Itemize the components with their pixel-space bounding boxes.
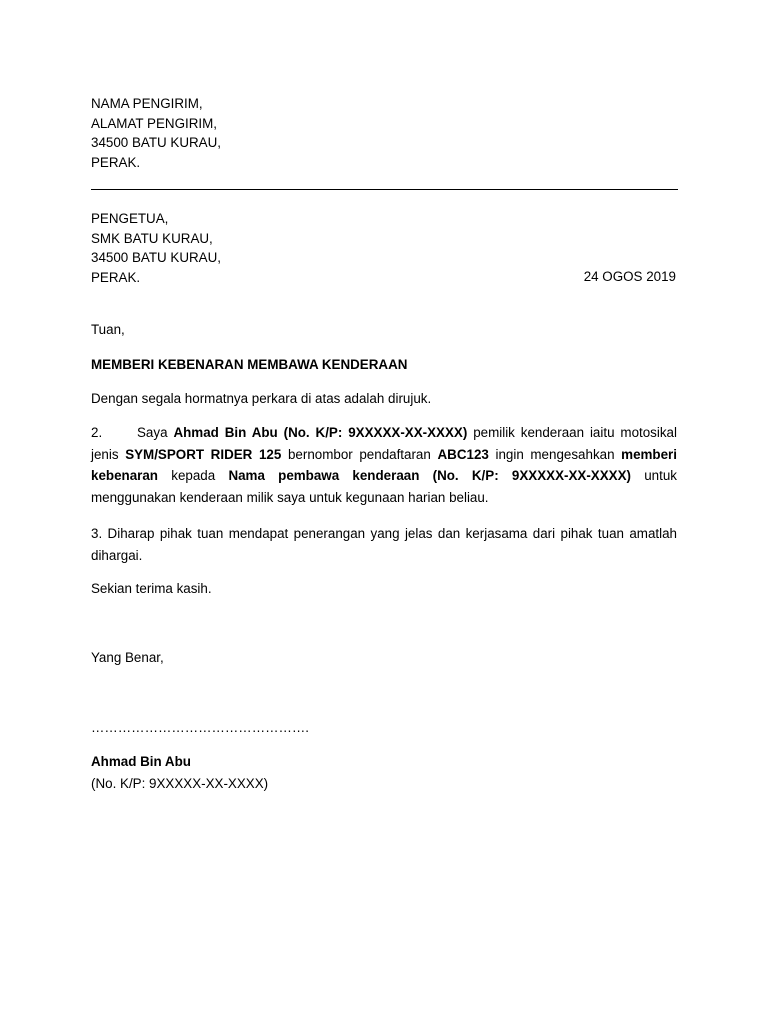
header-divider [91,189,678,190]
recipient-school: SMK BATU KURAU, [91,230,213,246]
owner-name-ic: Ahmad Bin Abu (No. K/P: 9XXXXX-XX-XXXX) [173,425,468,440]
salutation: Tuan, [91,322,125,337]
vehicle-model: SYM/SPORT RIDER 125 [125,446,282,462]
sender-postcode-town: 34500 BATU KURAU, [91,135,221,150]
closing-line: Sekian terima kasih. [91,581,212,596]
paragraph-2 [91,422,677,508]
registration-number: ABC123 [437,446,489,462]
bearer-name-ic: Nama pembawa kenderaan (No. K/P: 9XXXXX-XX-XXXX) [228,468,631,483]
paragraph-2-text: bernombor pendaftaran [287,446,431,462]
letter-date: 24 OGOS 2019 [583,269,676,284]
sender-address: ALAMAT PENGIRIM, [91,115,217,131]
paragraph-2-text: pemilik kenderaan iaitu motosikal jenis [91,425,677,462]
recipient-postcode-town: 34500 BATU KURAU, [91,250,221,265]
intro-paragraph: Dengan segala hormatnya perkara di atas adalah dirujuk. [91,391,432,406]
sender-state: PERAK. [91,154,141,170]
paragraph-2-text: Saya [137,425,168,440]
permission-phrase: memberi kebenaran [91,446,677,483]
paragraph-2-number: 2. [91,425,103,440]
paragraph-3: 3. Diharap pihak tuan mendapat penerangan yang jelas dan kerjasama dari pihak tuan amatlah dihargai. [91,526,677,563]
signer-ic: (No. K/P: 9XXXXX-XX-XXXX) [91,776,269,791]
recipient-title: PENGETUA, [91,211,169,226]
signoff: Yang Benar, [91,650,164,665]
recipient-state: PERAK. [91,269,141,285]
signature-line: …………………………………………. [91,720,309,735]
signer-name: Ahmad Bin Abu [91,753,191,769]
paragraph-2-text: kepada [171,468,216,483]
subject-heading: MEMBERI KEBENARAN MEMBAWA KENDERAAN [91,357,408,372]
paragraph-2-text: ingin mengesahkan [495,446,615,462]
sender-name: NAMA PENGIRIM, [91,96,203,111]
paragraph-2-text: untuk menggunakan kenderaan milik saya untuk kegunaan harian beliau. [91,468,677,505]
